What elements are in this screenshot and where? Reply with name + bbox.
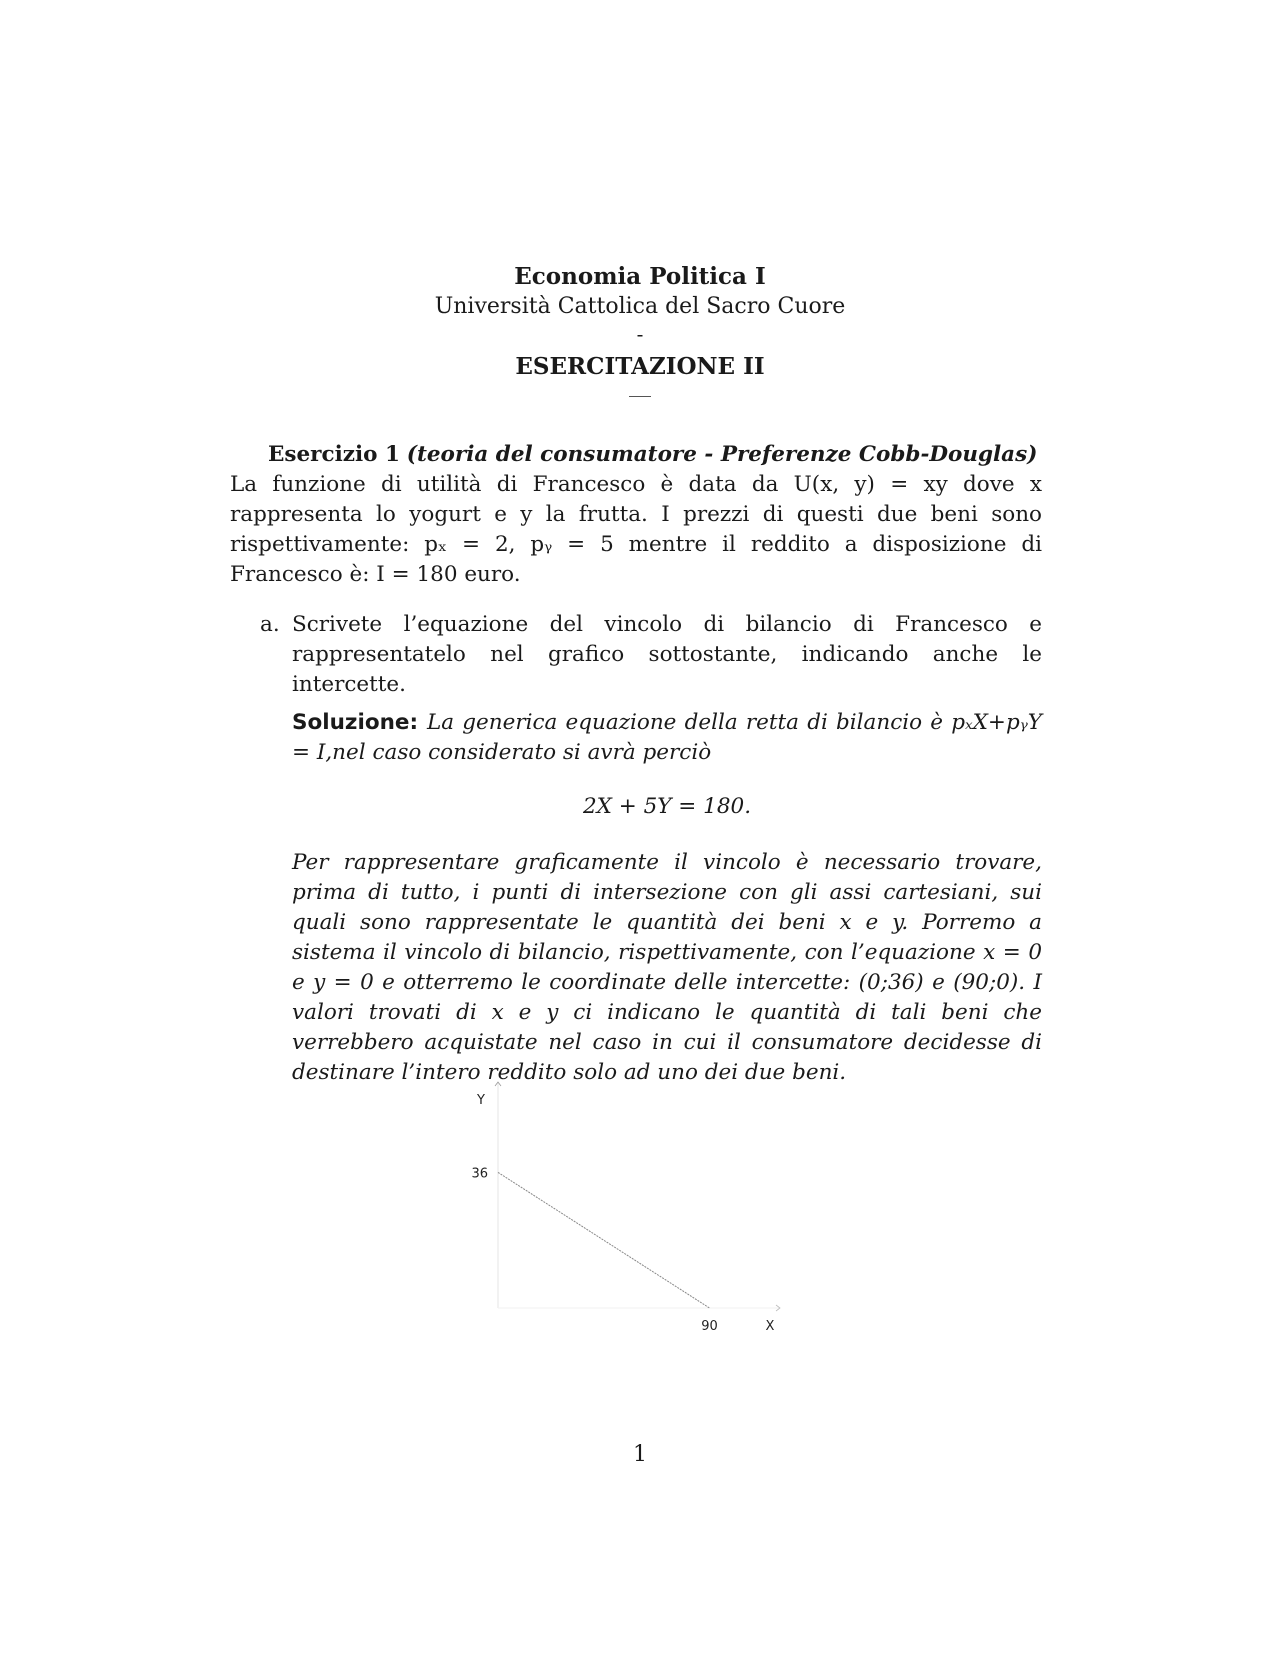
question-a-text: Scrivete l’equazione del vincolo di bilancio di Francesco e rappresentatelo nel grafico sottostante, indicando anche le intercette. [292, 612, 1042, 697]
exercise-topic: (teoria del consumatore - Preferenze Cobb-Douglas) [406, 442, 1038, 467]
question-a [260, 610, 1042, 1088]
exercise-intro: La funzione di utilità di Francesco è data da U(x, y) = xy dove x rappresenta lo yogurt e y la frutta. I prezzi di questi due beni sono rispettivamente: pₓ = 2, pᵧ = 5 mentre il reddito a disposizione di Francesco è: I = 180 euro. [230, 472, 1042, 587]
budget-constraint-chart [440, 1070, 800, 1330]
budget-equation: 2X + 5Y = 180. [582, 794, 752, 819]
exercise-heading [230, 440, 1042, 470]
document-body [230, 440, 1042, 1088]
university-name: Università Cattolica del Sacro Cuore [434, 294, 846, 319]
question-a-label: a. [260, 612, 280, 637]
solution-explanation: Per rappresentare graficamente il vincolo è necessario trovare, prima di tutto, i punti di intersezione con gli assi cartesiani, sui quali sono rappresentate le quantità dei beni x e y. Porremo a sistema il vincolo di bilancio, rispettivamente, con l’equazione x = 0 e y = 0 e otterremo le coordinate delle intercette: (0;36) e (90;0). I valori trovati di x e y ci indicano le quantità di tali beni che verrebbero acquistate nel caso in cui il consumatore decidesse di destinare l’intero reddito solo ad uno dei due beni. [292, 850, 1042, 1085]
y-axis-label: Y [477, 1093, 485, 1108]
solution-text: La generica equazione della retta di bilancio è pₓX+pᵧY = I,nel caso considerato si avrà perciò [292, 710, 1042, 765]
exercise-set-title: ESERCITAZIONE II [515, 353, 765, 380]
y-intercept-label: 36 [471, 1166, 488, 1182]
exercise-label: Esercizio 1 [268, 442, 400, 467]
course-title: Economia Politica I [514, 263, 766, 290]
budget-line [498, 1172, 710, 1308]
page-number: 1 [633, 1442, 647, 1467]
x-intercept-label: 90 [701, 1319, 718, 1330]
header-rule [629, 396, 651, 397]
solution-label: Soluzione [292, 710, 410, 735]
header-dash: - [636, 322, 644, 346]
document-header [0, 262, 1280, 397]
solution-intro: Soluzione: La generica equazione della retta di bilancio è pₓX+pᵧY = I,nel caso considerato si avrà perciò [292, 710, 1042, 765]
x-axis-label: X [765, 1319, 775, 1330]
